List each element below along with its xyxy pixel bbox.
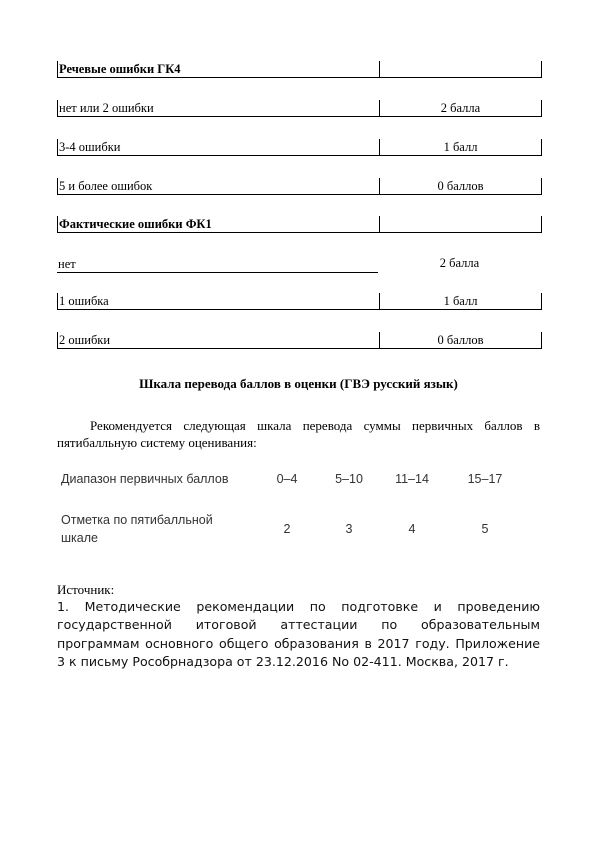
scale-grade: 4 — [408, 522, 416, 536]
criteria-label: нет или 2 ошибки — [57, 100, 380, 117]
scale-range: 11–14 — [395, 472, 429, 486]
criteria-value: 2 балла — [379, 100, 542, 117]
scale-grade: 3 — [345, 522, 353, 536]
scale-grade-label — [61, 511, 261, 547]
scale-grade: 5 — [481, 522, 489, 536]
scale-range: 5–10 — [335, 472, 363, 486]
scale-range-label: Диапазон первичных баллов — [61, 472, 229, 486]
criteria-value: 1 балл — [379, 139, 542, 156]
criteria-row — [57, 58, 540, 78]
intro-paragraph — [57, 417, 540, 451]
scale-range: 0–4 — [276, 472, 298, 486]
criteria-label: 5 и более ошибок — [57, 178, 380, 195]
criteria-value: 0 баллов — [379, 178, 542, 195]
source-block — [57, 581, 540, 671]
scale-grade: 2 — [283, 522, 291, 536]
source-text: 1. Методические рекомендации по подготовке и проведению государственной итоговой аттестации по образовательным программам основного общего образования в 2017 году. Приложение 3 к письму Рособрнадзора от 23.12.2016 No 02-411. Москва, 2017 г. — [57, 599, 540, 669]
criteria-value: 1 балл — [379, 293, 542, 310]
criteria-row — [57, 97, 540, 117]
criteria-value — [379, 61, 542, 78]
criteria-value: 2 балла — [439, 256, 480, 270]
criteria-row — [57, 175, 540, 195]
criteria-value: 0 баллов — [379, 332, 542, 349]
intro-text: Рекомендуется следующая шкала перевода суммы первичных баллов в пятибалльную систему оценивания: — [57, 418, 540, 450]
criteria-value — [379, 216, 542, 233]
section-title: Шкала перевода баллов в оценки (ГВЭ русский язык) — [139, 376, 458, 391]
scale-range: 15–17 — [467, 472, 503, 486]
scale-grade-label-line1: Отметка по пятибалльной — [61, 513, 213, 527]
criteria-label: 2 ошибки — [57, 332, 380, 349]
source-heading: Источник: — [57, 582, 115, 597]
criteria-label: Речевые ошибки ГК4 — [57, 61, 380, 78]
criteria-label: 1 ошибка — [57, 293, 380, 310]
criteria-row — [57, 253, 540, 273]
criteria-row — [57, 329, 540, 349]
criteria-label: нет — [57, 256, 378, 273]
scale-grade-label-line2: шкале — [61, 531, 98, 545]
criteria-label: 3-4 ошибки — [57, 139, 380, 156]
criteria-row — [57, 136, 540, 156]
criteria-label: Фактические ошибки ФК1 — [57, 216, 380, 233]
criteria-row — [57, 290, 540, 310]
criteria-row — [57, 213, 540, 233]
